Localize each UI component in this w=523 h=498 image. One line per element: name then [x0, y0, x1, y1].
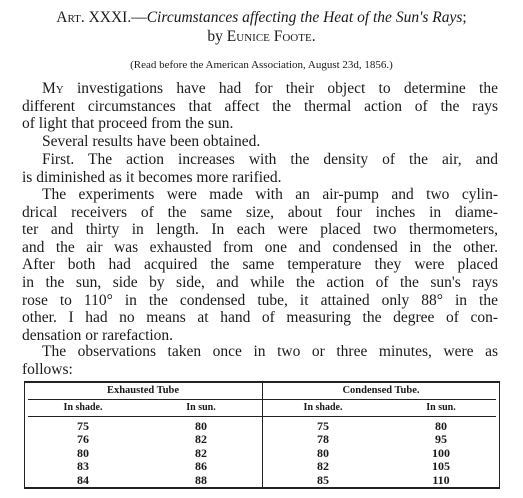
paragraph-1	[22, 80, 498, 133]
article-title	[0, 8, 523, 27]
group-header-condensed: Condensed Tube.	[342, 385, 420, 396]
paragraph-line: different circumstances that affect the thermal action of the rays	[22, 97, 498, 115]
paragraph-line: is diminished as it becomes more rarified.	[22, 168, 282, 186]
table-cell: 75	[317, 419, 329, 433]
table-bottom-rule	[24, 487, 500, 489]
table-cell: 80	[195, 419, 207, 433]
paragraph-line: rose to 110° in the condensed tube, it attained only 88° in the	[22, 291, 498, 309]
title-dash: —	[131, 9, 147, 26]
table-center-rule	[262, 383, 263, 487]
paragraph-line: and the air was exhausted from one and condensed in the other.	[22, 238, 498, 256]
table-cell: 76	[77, 432, 89, 447]
table-cell: 82	[195, 432, 207, 447]
table-cell: 110	[432, 472, 450, 487]
table-cell: 100	[432, 445, 450, 460]
table-cell: 80	[435, 419, 447, 433]
table-cell: 83	[77, 459, 89, 474]
table-cell: 78	[317, 432, 329, 447]
observations-table	[24, 381, 500, 489]
title-text: Circumstances affecting the Heat of the Sun's Rays	[146, 9, 463, 26]
group-header-exhausted: Exhausted Tube	[106, 385, 180, 396]
paragraph-line: of light that proceed from the sun.	[22, 115, 234, 133]
table-cell: 80	[317, 445, 329, 460]
table-cell: 82	[195, 445, 207, 460]
paragraph-line: The experiments were made with an air-pump and two cylin-	[42, 186, 498, 203]
table-cell: 82	[317, 459, 329, 474]
byline-prefix: by	[207, 28, 223, 45]
paragraph-line: drical receivers of the same size, about four inches in diame-	[22, 203, 498, 221]
paragraph-line: densation or rarefaction.	[22, 326, 174, 344]
column-header: In shade.	[303, 402, 343, 413]
column-header: In sun.	[186, 402, 216, 413]
table-cell: 75	[77, 419, 89, 433]
paragraph-line: After both had acquired the same temperature they were placed	[22, 256, 498, 274]
paragraph-4	[22, 186, 498, 344]
table-cell: 84	[77, 472, 89, 487]
paragraph-line: follows:	[22, 360, 73, 378]
table-cell: 88	[195, 472, 207, 487]
table-cell: 95	[435, 432, 447, 447]
paragraph-3	[22, 151, 498, 186]
paragraph-line: The observations taken once in two or three minutes, were as	[42, 343, 498, 360]
table-cell: 80	[77, 445, 89, 460]
article-label: Art. XXXI.	[56, 9, 132, 26]
dropcap-word: My	[42, 80, 64, 97]
paragraph-line: ter and thirty in length. In each were placed two thermometers,	[22, 221, 498, 239]
paragraph-line: My investigations have had for their object to determine the	[42, 80, 498, 97]
paragraph-line: First. The action increases with the density of the air, and	[42, 151, 498, 168]
column-header: In sun.	[426, 402, 456, 413]
paragraph-2	[22, 133, 498, 151]
paragraph-line: other. I had no means at hand of measuring the degree of con-	[22, 309, 498, 327]
table-cell: 105	[432, 459, 450, 474]
table-cell: 85	[317, 472, 329, 487]
paragraph-line: in the sun, side by side, and while the action of the sun's rays	[22, 273, 498, 291]
byline	[0, 27, 523, 46]
column-header: In shade.	[63, 402, 103, 413]
title-punct: ;	[462, 9, 467, 26]
paragraph-line: Several results have been obtained.	[42, 133, 261, 150]
paragraph-5	[22, 343, 498, 378]
read-note: (Read before the American Association, August 23d, 1856.)	[130, 59, 393, 71]
table-cell: 86	[195, 459, 207, 474]
author-name: Eunice Foote.	[226, 28, 316, 45]
